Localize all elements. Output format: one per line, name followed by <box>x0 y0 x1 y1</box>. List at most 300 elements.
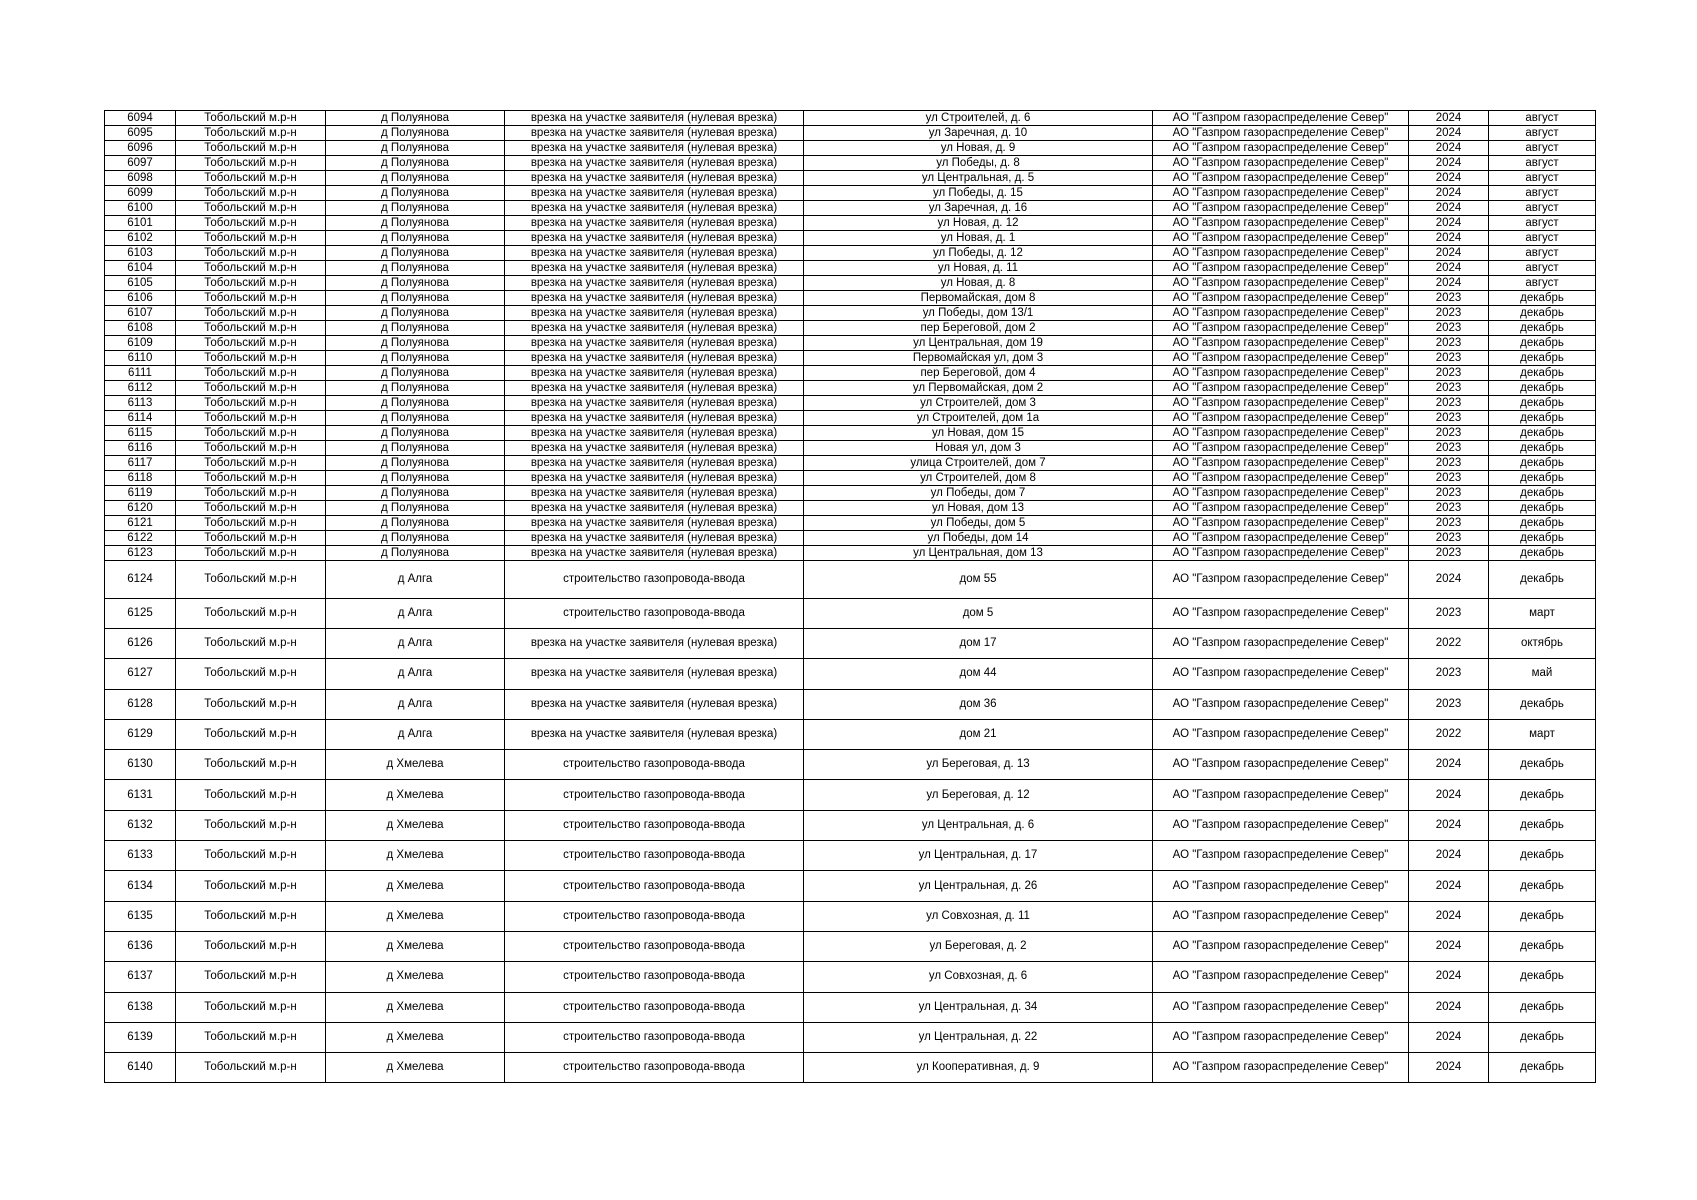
settlement-cell: д Полуянова <box>326 111 505 126</box>
work-type-cell: врезка на участке заявителя (нулевая врезка) <box>505 546 804 561</box>
table-row <box>105 246 1596 261</box>
district-cell: Тобольский м.р-н <box>176 351 326 366</box>
table-row <box>105 426 1596 441</box>
table-row <box>105 516 1596 531</box>
row-number-cell: 6127 <box>105 659 176 689</box>
table-row <box>105 231 1596 246</box>
row-number-cell: 6129 <box>105 719 176 749</box>
work-type-cell: врезка на участке заявителя (нулевая врезка) <box>505 456 804 471</box>
row-number-cell: 6103 <box>105 246 176 261</box>
month-cell: декабрь <box>1489 321 1596 336</box>
organization-cell: АО "Газпром газораспределение Север" <box>1153 810 1409 840</box>
organization-cell: АО "Газпром газораспределение Север" <box>1153 126 1409 141</box>
year-cell: 2024 <box>1409 1022 1489 1052</box>
year-cell: 2023 <box>1409 501 1489 516</box>
row-number-cell: 6128 <box>105 689 176 719</box>
month-cell: декабрь <box>1489 750 1596 780</box>
row-number-cell: 6108 <box>105 321 176 336</box>
organization-cell: АО "Газпром газораспределение Север" <box>1153 201 1409 216</box>
table-row <box>105 599 1596 629</box>
work-type-cell: врезка на участке заявителя (нулевая врезка) <box>505 366 804 381</box>
row-number-cell: 6117 <box>105 456 176 471</box>
table-row <box>105 531 1596 546</box>
settlement-cell: д Хмелева <box>326 962 505 992</box>
table-row <box>105 501 1596 516</box>
work-type-cell: врезка на участке заявителя (нулевая врезка) <box>505 111 804 126</box>
month-cell: март <box>1489 719 1596 749</box>
organization-cell: АО "Газпром газораспределение Север" <box>1153 516 1409 531</box>
table-row <box>105 201 1596 216</box>
district-cell: Тобольский м.р-н <box>176 810 326 840</box>
year-cell: 2024 <box>1409 246 1489 261</box>
year-cell: 2023 <box>1409 486 1489 501</box>
work-type-cell: строительство газопровода-ввода <box>505 561 804 599</box>
work-type-cell: врезка на участке заявителя (нулевая врезка) <box>505 516 804 531</box>
year-cell: 2024 <box>1409 186 1489 201</box>
month-cell: декабрь <box>1489 1022 1596 1052</box>
address-cell: пер Береговой, дом 4 <box>804 366 1153 381</box>
district-cell: Тобольский м.р-н <box>176 396 326 411</box>
table-row <box>105 336 1596 351</box>
settlement-cell: д Полуянова <box>326 531 505 546</box>
address-cell: ул Кооперативная, д. 9 <box>804 1053 1153 1083</box>
work-type-cell: врезка на участке заявителя (нулевая врезка) <box>505 471 804 486</box>
month-cell: август <box>1489 276 1596 291</box>
settlement-cell: д Полуянова <box>326 366 505 381</box>
settlement-cell: д Алга <box>326 689 505 719</box>
district-cell: Тобольский м.р-н <box>176 381 326 396</box>
work-type-cell: врезка на участке заявителя (нулевая врезка) <box>505 246 804 261</box>
organization-cell: АО "Газпром газораспределение Север" <box>1153 931 1409 961</box>
district-cell: Тобольский м.р-н <box>176 231 326 246</box>
table-row <box>105 780 1596 810</box>
year-cell: 2023 <box>1409 336 1489 351</box>
table-row <box>105 1053 1596 1083</box>
row-number-cell: 6130 <box>105 750 176 780</box>
year-cell: 2023 <box>1409 471 1489 486</box>
month-cell: декабрь <box>1489 411 1596 426</box>
work-type-cell: врезка на участке заявителя (нулевая врезка) <box>505 501 804 516</box>
settlement-cell: д Полуянова <box>326 471 505 486</box>
work-type-cell: врезка на участке заявителя (нулевая врезка) <box>505 441 804 456</box>
data-table <box>104 110 1596 1083</box>
year-cell: 2024 <box>1409 962 1489 992</box>
row-number-cell: 6134 <box>105 871 176 901</box>
year-cell: 2023 <box>1409 351 1489 366</box>
organization-cell: АО "Газпром газораспределение Север" <box>1153 501 1409 516</box>
table-row <box>105 810 1596 840</box>
table-row <box>105 992 1596 1022</box>
organization-cell: АО "Газпром газораспределение Север" <box>1153 276 1409 291</box>
district-cell: Тобольский м.р-н <box>176 1022 326 1052</box>
year-cell: 2023 <box>1409 306 1489 321</box>
address-cell: дом 17 <box>804 629 1153 659</box>
row-number-cell: 6114 <box>105 411 176 426</box>
table-row <box>105 750 1596 780</box>
settlement-cell: д Полуянова <box>326 501 505 516</box>
month-cell: декабрь <box>1489 291 1596 306</box>
district-cell: Тобольский м.р-н <box>176 156 326 171</box>
district-cell: Тобольский м.р-н <box>176 719 326 749</box>
settlement-cell: д Полуянова <box>326 141 505 156</box>
district-cell: Тобольский м.р-н <box>176 291 326 306</box>
year-cell: 2023 <box>1409 689 1489 719</box>
year-cell: 2023 <box>1409 321 1489 336</box>
address-cell: ул Строителей, дом 3 <box>804 396 1153 411</box>
month-cell: август <box>1489 201 1596 216</box>
district-cell: Тобольский м.р-н <box>176 599 326 629</box>
district-cell: Тобольский м.р-н <box>176 141 326 156</box>
address-cell: дом 36 <box>804 689 1153 719</box>
year-cell: 2024 <box>1409 111 1489 126</box>
row-number-cell: 6099 <box>105 186 176 201</box>
organization-cell: АО "Газпром газораспределение Север" <box>1153 471 1409 486</box>
district-cell: Тобольский м.р-н <box>176 780 326 810</box>
address-cell: пер Береговой, дом 2 <box>804 321 1153 336</box>
year-cell: 2024 <box>1409 231 1489 246</box>
work-type-cell: строительство газопровода-ввода <box>505 992 804 1022</box>
work-type-cell: строительство газопровода-ввода <box>505 841 804 871</box>
work-type-cell: врезка на участке заявителя (нулевая врезка) <box>505 306 804 321</box>
month-cell: декабрь <box>1489 381 1596 396</box>
month-cell: декабрь <box>1489 931 1596 961</box>
organization-cell: АО "Газпром газораспределение Север" <box>1153 261 1409 276</box>
year-cell: 2023 <box>1409 456 1489 471</box>
month-cell: август <box>1489 186 1596 201</box>
row-number-cell: 6098 <box>105 171 176 186</box>
work-type-cell: строительство газопровода-ввода <box>505 901 804 931</box>
table-row <box>105 486 1596 501</box>
work-type-cell: врезка на участке заявителя (нулевая врезка) <box>505 126 804 141</box>
table-row <box>105 381 1596 396</box>
table-row <box>105 962 1596 992</box>
row-number-cell: 6138 <box>105 992 176 1022</box>
work-type-cell: строительство газопровода-ввода <box>505 1053 804 1083</box>
district-cell: Тобольский м.р-н <box>176 931 326 961</box>
row-number-cell: 6126 <box>105 629 176 659</box>
month-cell: декабрь <box>1489 366 1596 381</box>
address-cell: дом 21 <box>804 719 1153 749</box>
work-type-cell: строительство газопровода-ввода <box>505 931 804 961</box>
address-cell: ул Первомайская, дом 2 <box>804 381 1153 396</box>
work-type-cell: врезка на участке заявителя (нулевая врезка) <box>505 216 804 231</box>
organization-cell: АО "Газпром газораспределение Север" <box>1153 719 1409 749</box>
organization-cell: АО "Газпром газораспределение Север" <box>1153 689 1409 719</box>
year-cell: 2023 <box>1409 659 1489 689</box>
work-type-cell: строительство газопровода-ввода <box>505 810 804 840</box>
district-cell: Тобольский м.р-н <box>176 186 326 201</box>
organization-cell: АО "Газпром газораспределение Север" <box>1153 336 1409 351</box>
year-cell: 2023 <box>1409 366 1489 381</box>
settlement-cell: д Полуянова <box>326 156 505 171</box>
year-cell: 2022 <box>1409 719 1489 749</box>
organization-cell: АО "Газпром газораспределение Север" <box>1153 141 1409 156</box>
settlement-cell: д Хмелева <box>326 810 505 840</box>
work-type-cell: врезка на участке заявителя (нулевая врезка) <box>505 231 804 246</box>
work-type-cell: врезка на участке заявителя (нулевая врезка) <box>505 276 804 291</box>
month-cell: октябрь <box>1489 629 1596 659</box>
settlement-cell: д Полуянова <box>326 516 505 531</box>
work-type-cell: врезка на участке заявителя (нулевая врезка) <box>505 141 804 156</box>
address-cell: ул Победы, д. 15 <box>804 186 1153 201</box>
year-cell: 2023 <box>1409 396 1489 411</box>
settlement-cell: д Полуянова <box>326 216 505 231</box>
table-body <box>105 111 1596 1083</box>
address-cell: ул Новая, д. 1 <box>804 231 1153 246</box>
organization-cell: АО "Газпром газораспределение Север" <box>1153 780 1409 810</box>
year-cell: 2024 <box>1409 171 1489 186</box>
address-cell: ул Новая, д. 8 <box>804 276 1153 291</box>
organization-cell: АО "Газпром газораспределение Север" <box>1153 306 1409 321</box>
settlement-cell: д Полуянова <box>326 231 505 246</box>
year-cell: 2023 <box>1409 546 1489 561</box>
organization-cell: АО "Газпром газораспределение Север" <box>1153 546 1409 561</box>
row-number-cell: 6101 <box>105 216 176 231</box>
organization-cell: АО "Газпром газораспределение Север" <box>1153 901 1409 931</box>
address-cell: ул Новая, дом 15 <box>804 426 1153 441</box>
address-cell: ул Победы, д. 8 <box>804 156 1153 171</box>
district-cell: Тобольский м.р-н <box>176 629 326 659</box>
work-type-cell: врезка на участке заявителя (нулевая врезка) <box>505 336 804 351</box>
work-type-cell: врезка на участке заявителя (нулевая врезка) <box>505 689 804 719</box>
table-row <box>105 396 1596 411</box>
year-cell: 2024 <box>1409 126 1489 141</box>
row-number-cell: 6136 <box>105 931 176 961</box>
table-row <box>105 441 1596 456</box>
row-number-cell: 6112 <box>105 381 176 396</box>
district-cell: Тобольский м.р-н <box>176 689 326 719</box>
month-cell: август <box>1489 246 1596 261</box>
row-number-cell: 6140 <box>105 1053 176 1083</box>
settlement-cell: д Алга <box>326 561 505 599</box>
year-cell: 2024 <box>1409 276 1489 291</box>
table-row <box>105 561 1596 599</box>
month-cell: март <box>1489 599 1596 629</box>
table-row <box>105 719 1596 749</box>
district-cell: Тобольский м.р-н <box>176 531 326 546</box>
table-row <box>105 291 1596 306</box>
settlement-cell: д Хмелева <box>326 931 505 961</box>
district-cell: Тобольский м.р-н <box>176 201 326 216</box>
year-cell: 2023 <box>1409 516 1489 531</box>
settlement-cell: д Полуянова <box>326 126 505 141</box>
district-cell: Тобольский м.р-н <box>176 336 326 351</box>
address-cell: ул Совхозная, д. 6 <box>804 962 1153 992</box>
month-cell: август <box>1489 126 1596 141</box>
month-cell: май <box>1489 659 1596 689</box>
row-number-cell: 6104 <box>105 261 176 276</box>
row-number-cell: 6122 <box>105 531 176 546</box>
address-cell: ул Береговая, д. 12 <box>804 780 1153 810</box>
organization-cell: АО "Газпром газораспределение Север" <box>1153 456 1409 471</box>
year-cell: 2024 <box>1409 201 1489 216</box>
row-number-cell: 6106 <box>105 291 176 306</box>
settlement-cell: д Полуянова <box>326 426 505 441</box>
work-type-cell: врезка на участке заявителя (нулевая врезка) <box>505 629 804 659</box>
district-cell: Тобольский м.р-н <box>176 516 326 531</box>
organization-cell: АО "Газпром газораспределение Север" <box>1153 396 1409 411</box>
district-cell: Тобольский м.р-н <box>176 126 326 141</box>
row-number-cell: 6132 <box>105 810 176 840</box>
work-type-cell: врезка на участке заявителя (нулевая врезка) <box>505 426 804 441</box>
settlement-cell: д Хмелева <box>326 992 505 1022</box>
month-cell: август <box>1489 231 1596 246</box>
organization-cell: АО "Газпром газораспределение Север" <box>1153 561 1409 599</box>
organization-cell: АО "Газпром газораспределение Север" <box>1153 750 1409 780</box>
table-row <box>105 141 1596 156</box>
table-row <box>105 276 1596 291</box>
year-cell: 2024 <box>1409 141 1489 156</box>
settlement-cell: д Хмелева <box>326 780 505 810</box>
month-cell: декабрь <box>1489 426 1596 441</box>
year-cell: 2023 <box>1409 291 1489 306</box>
month-cell: декабрь <box>1489 780 1596 810</box>
address-cell: ул Победы, дом 7 <box>804 486 1153 501</box>
row-number-cell: 6118 <box>105 471 176 486</box>
organization-cell: АО "Газпром газораспределение Север" <box>1153 1053 1409 1083</box>
settlement-cell: д Полуянова <box>326 321 505 336</box>
work-type-cell: врезка на участке заявителя (нулевая врезка) <box>505 659 804 689</box>
organization-cell: АО "Газпром газораспределение Север" <box>1153 1022 1409 1052</box>
district-cell: Тобольский м.р-н <box>176 246 326 261</box>
row-number-cell: 6139 <box>105 1022 176 1052</box>
organization-cell: АО "Газпром газораспределение Север" <box>1153 321 1409 336</box>
year-cell: 2024 <box>1409 261 1489 276</box>
month-cell: декабрь <box>1489 992 1596 1022</box>
month-cell: декабрь <box>1489 810 1596 840</box>
address-cell: ул Победы, дом 14 <box>804 531 1153 546</box>
settlement-cell: д Алга <box>326 719 505 749</box>
table-row <box>105 111 1596 126</box>
year-cell: 2024 <box>1409 810 1489 840</box>
row-number-cell: 6135 <box>105 901 176 931</box>
table-row <box>105 1022 1596 1052</box>
table-row <box>105 126 1596 141</box>
work-type-cell: врезка на участке заявителя (нулевая врезка) <box>505 486 804 501</box>
address-cell: дом 55 <box>804 561 1153 599</box>
month-cell: август <box>1489 111 1596 126</box>
year-cell: 2023 <box>1409 531 1489 546</box>
table-row <box>105 321 1596 336</box>
organization-cell: АО "Газпром газораспределение Север" <box>1153 841 1409 871</box>
row-number-cell: 6094 <box>105 111 176 126</box>
organization-cell: АО "Газпром газораспределение Север" <box>1153 186 1409 201</box>
district-cell: Тобольский м.р-н <box>176 456 326 471</box>
organization-cell: АО "Газпром газораспределение Север" <box>1153 599 1409 629</box>
organization-cell: АО "Газпром газораспределение Север" <box>1153 246 1409 261</box>
organization-cell: АО "Газпром газораспределение Север" <box>1153 629 1409 659</box>
row-number-cell: 6107 <box>105 306 176 321</box>
month-cell: август <box>1489 261 1596 276</box>
settlement-cell: д Хмелева <box>326 841 505 871</box>
year-cell: 2024 <box>1409 750 1489 780</box>
row-number-cell: 6121 <box>105 516 176 531</box>
district-cell: Тобольский м.р-н <box>176 659 326 689</box>
month-cell: август <box>1489 156 1596 171</box>
settlement-cell: д Полуянова <box>326 396 505 411</box>
settlement-cell: д Полуянова <box>326 486 505 501</box>
month-cell: декабрь <box>1489 471 1596 486</box>
address-cell: улица Строителей, дом 7 <box>804 456 1153 471</box>
year-cell: 2024 <box>1409 156 1489 171</box>
settlement-cell: д Полуянова <box>326 261 505 276</box>
work-type-cell: строительство газопровода-ввода <box>505 780 804 810</box>
row-number-cell: 6109 <box>105 336 176 351</box>
district-cell: Тобольский м.р-н <box>176 841 326 871</box>
settlement-cell: д Полуянова <box>326 441 505 456</box>
organization-cell: АО "Газпром газораспределение Север" <box>1153 531 1409 546</box>
district-cell: Тобольский м.р-н <box>176 216 326 231</box>
address-cell: ул Береговая, д. 13 <box>804 750 1153 780</box>
settlement-cell: д Полуянова <box>326 246 505 261</box>
table-row <box>105 306 1596 321</box>
address-cell: ул Новая, дом 13 <box>804 501 1153 516</box>
year-cell: 2023 <box>1409 441 1489 456</box>
district-cell: Тобольский м.р-н <box>176 1053 326 1083</box>
year-cell: 2024 <box>1409 1053 1489 1083</box>
table-row <box>105 261 1596 276</box>
month-cell: август <box>1489 171 1596 186</box>
address-cell: ул Центральная, дом 19 <box>804 336 1153 351</box>
address-cell: ул Новая, д. 11 <box>804 261 1153 276</box>
district-cell: Тобольский м.р-н <box>176 276 326 291</box>
settlement-cell: д Полуянова <box>326 351 505 366</box>
row-number-cell: 6105 <box>105 276 176 291</box>
month-cell: декабрь <box>1489 501 1596 516</box>
year-cell: 2024 <box>1409 780 1489 810</box>
address-cell: ул Совхозная, д. 11 <box>804 901 1153 931</box>
district-cell: Тобольский м.р-н <box>176 321 326 336</box>
row-number-cell: 6116 <box>105 441 176 456</box>
organization-cell: АО "Газпром газораспределение Север" <box>1153 111 1409 126</box>
month-cell: декабрь <box>1489 531 1596 546</box>
settlement-cell: д Хмелева <box>326 1053 505 1083</box>
address-cell: ул Новая, д. 9 <box>804 141 1153 156</box>
month-cell: декабрь <box>1489 901 1596 931</box>
work-type-cell: врезка на участке заявителя (нулевая врезка) <box>505 261 804 276</box>
organization-cell: АО "Газпром газораспределение Север" <box>1153 659 1409 689</box>
month-cell: декабрь <box>1489 546 1596 561</box>
table-row <box>105 216 1596 231</box>
settlement-cell: д Полуянова <box>326 411 505 426</box>
work-type-cell: врезка на участке заявителя (нулевая врезка) <box>505 321 804 336</box>
month-cell: декабрь <box>1489 336 1596 351</box>
settlement-cell: д Полуянова <box>326 456 505 471</box>
table-row <box>105 351 1596 366</box>
organization-cell: АО "Газпром газораспределение Север" <box>1153 231 1409 246</box>
district-cell: Тобольский м.р-н <box>176 111 326 126</box>
address-cell: Новая ул, дом 3 <box>804 441 1153 456</box>
district-cell: Тобольский м.р-н <box>176 871 326 901</box>
district-cell: Тобольский м.р-н <box>176 486 326 501</box>
row-number-cell: 6095 <box>105 126 176 141</box>
settlement-cell: д Алга <box>326 629 505 659</box>
work-type-cell: врезка на участке заявителя (нулевая врезка) <box>505 156 804 171</box>
table-row <box>105 901 1596 931</box>
address-cell: ул Береговая, д. 2 <box>804 931 1153 961</box>
settlement-cell: д Полуянова <box>326 201 505 216</box>
district-cell: Тобольский м.р-н <box>176 561 326 599</box>
organization-cell: АО "Газпром газораспределение Север" <box>1153 381 1409 396</box>
district-cell: Тобольский м.р-н <box>176 366 326 381</box>
district-cell: Тобольский м.р-н <box>176 441 326 456</box>
row-number-cell: 6137 <box>105 962 176 992</box>
row-number-cell: 6123 <box>105 546 176 561</box>
month-cell: декабрь <box>1489 441 1596 456</box>
row-number-cell: 6120 <box>105 501 176 516</box>
table-row <box>105 186 1596 201</box>
settlement-cell: д Хмелева <box>326 1022 505 1052</box>
